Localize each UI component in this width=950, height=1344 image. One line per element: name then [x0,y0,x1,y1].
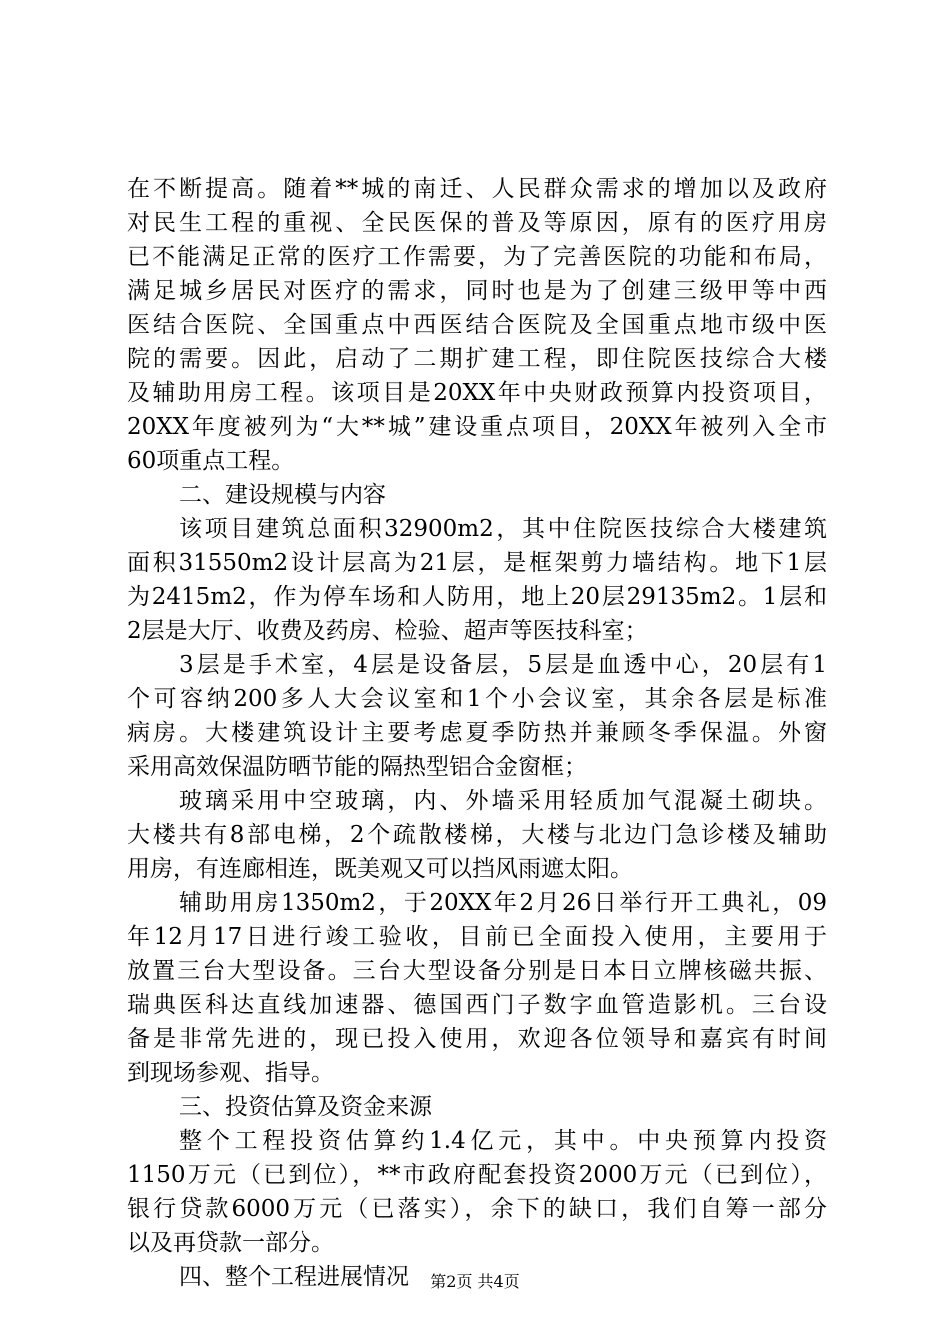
text-line: 以及再贷款一部分。 [127,1230,334,1256]
text-line: 病房。大楼建筑设计主要考虑夏季防热并兼顾冬季保温。外窗 [127,720,827,746]
text-line: 个可容纳200多人大会议室和1个小会议室，其余各层是标准 [127,686,827,712]
document-body [127,172,827,1294]
text-line: 院的需要。因此，启动了二期扩建工程，即住院医技综合大楼 [127,346,827,372]
text-line: 60项重点工程。 [127,448,295,474]
text-line: 备是非常先进的，现已投入使用，欢迎各位领导和嘉宾有时间 [127,1026,827,1052]
text-line: 3层是手术室，4层是设备层，5层是血透中心，20层有1 [179,652,827,678]
text-line: 用房，有连廊相连，既美观又可以挡风雨遮太阳。 [127,856,633,882]
text-line: 已不能满足正常的医疗工作需要，为了完善医院的功能和布局， [127,244,827,270]
text-line: 为2415m2，作为停车场和人防用，地上20层29135m2。1层和 [127,584,827,610]
text-line: 医结合医院、全国重点中西医结合医院及全国重点地市级中医 [127,312,827,338]
text-line: 2层是大厅、收费及药房、检验、超声等医技科室； [127,618,648,644]
text-line: 面积31550m2设计层高为21层，是框架剪力墙结构。地下1层 [127,550,827,576]
text-line: 对民生工程的重视、全民医保的普及等原因，原有的医疗用房 [127,210,827,236]
page-number-footer: 第2页 共4页 [430,1272,520,1291]
text-line: 玻璃采用中空玻璃，内、外墙采用轻质加气混凝土砌块。 [179,788,827,814]
text-line: 大楼共有8部电梯，2个疏散楼梯，大楼与北边门急诊楼及辅助 [127,822,827,848]
text-line: 瑞典医科达直线加速器、德国西门子数字血管造影机。三台设 [127,992,827,1018]
text-line: 年12月17日进行竣工验收，目前已全面投入使用，主要用于 [127,924,827,950]
text-line: 整个工程投资估算约1.4亿元，其中。中央预算内投资 [179,1128,827,1154]
text-line: 满足城乡居民对医疗的需求，同时也是为了创建三级甲等中西 [127,278,827,304]
text-line: 采用高效保温防晒节能的隔热型铝合金窗框； [127,754,587,780]
text-line: 该项目建筑总面积32900m2，其中住院医技综合大楼建筑 [179,516,827,542]
text-line: 四、整个工程进展情况 [179,1264,409,1290]
text-line: 20XX年度被列为“大**城”建设重点项目，20XX年被列入全市 [127,414,827,440]
text-line: 放置三台大型设备。三台大型设备分别是日本日立牌核磁共振、 [127,958,827,984]
text-line: 三、投资估算及资金来源 [179,1094,432,1120]
text-line: 辅助用房1350m2，于20XX年2月26日举行开工典礼，09 [179,890,827,916]
text-line: 二、建设规模与内容 [179,482,386,508]
text-line: 在不断提高。随着**城的南迁、人民群众需求的增加以及政府 [127,176,827,202]
text-line: 1150万元（已到位），**市政府配套投资2000万元（已到位）， [127,1162,827,1188]
text-line: 及辅助用房工程。该项目是20XX年中央财政预算内投资项目， [127,380,827,406]
text-line: 银行贷款6000万元（已落实），余下的缺口，我们自筹一部分 [127,1196,827,1222]
text-line: 到现场参观、指导。 [127,1060,334,1086]
